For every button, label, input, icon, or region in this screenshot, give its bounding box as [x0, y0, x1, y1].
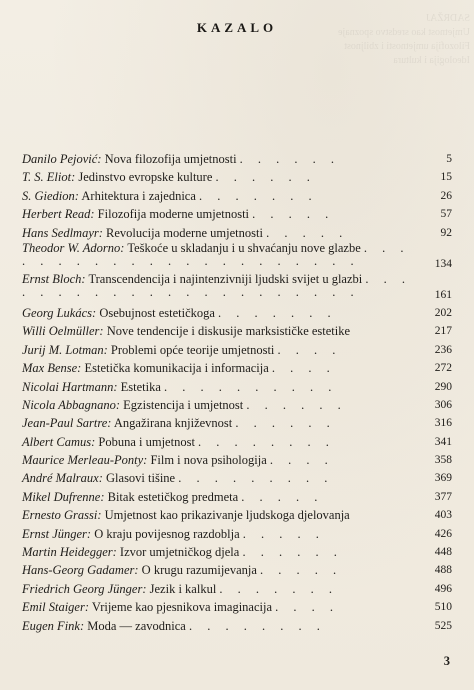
- toc-entry-text: [22, 598, 422, 616]
- toc-entry-text: [22, 150, 422, 168]
- toc-page-number: 341: [434, 435, 452, 448]
- toc-title: Nove tendencije i diskusije marksističke estetike: [106, 324, 351, 339]
- toc-author: Jean-Paul Sartre:: [22, 416, 112, 431]
- toc-entry-text: [22, 561, 422, 579]
- toc-leader: . . . .: [269, 453, 334, 468]
- toc-entry-text: [22, 168, 422, 186]
- toc-page-number: 272: [434, 362, 452, 375]
- toc-leader: . . . . . . . .: [188, 618, 326, 633]
- toc-author: Max Bense:: [22, 361, 82, 376]
- toc-leader: . . . . . .: [239, 152, 341, 166]
- toc-entry: [22, 322, 452, 340]
- toc-author: Ernesto Grassi:: [22, 508, 102, 523]
- toc-author: Friedrich Georg Jünger:: [22, 581, 147, 596]
- toc-leader: . . . . .: [260, 563, 343, 578]
- toc-entry: [22, 304, 452, 322]
- show-through-line: Umjetnost kao sredstvo spoznaje: [338, 27, 470, 38]
- toc-entry-text: [22, 617, 422, 635]
- toc-author: Herbert Read:: [22, 207, 95, 222]
- toc-leader: . . . . . . . .: [198, 434, 335, 449]
- toc-leader: . . . . . .: [235, 416, 336, 431]
- toc-entry: [22, 617, 452, 635]
- toc-entry-text: [22, 359, 422, 377]
- toc-entry-text: [22, 488, 422, 506]
- table-of-contents: [22, 150, 452, 635]
- toc-leader: . . . . .: [266, 225, 349, 240]
- toc-entry: [22, 187, 452, 205]
- toc-leader: . . . . . . . . . . . . . . . . . . . . . .: [22, 271, 411, 300]
- toc-page-number: 236: [434, 343, 452, 356]
- toc-leader: . . . . . . . . .: [178, 471, 334, 486]
- toc-title: O krugu razumijevanja: [141, 563, 257, 578]
- toc-leader: . . . . . .: [246, 397, 347, 412]
- toc-page-number: 290: [434, 380, 452, 393]
- toc-title: Film i nova psihologija: [150, 453, 267, 468]
- toc-entry: [22, 341, 452, 359]
- toc-entry-text: [22, 469, 422, 487]
- toc-entry-text: [22, 304, 422, 322]
- toc-author: Hans Sedlmayr:: [22, 225, 103, 240]
- toc-page-number: 161: [434, 288, 452, 301]
- toc-entry-text: [22, 187, 422, 205]
- toc-entry: [22, 451, 452, 469]
- toc-entry-text: [22, 506, 422, 524]
- toc-page-number: 15: [440, 171, 452, 184]
- toc-entry-text: [22, 242, 422, 269]
- toc-page-number: 369: [434, 472, 452, 485]
- toc-author: S. Giedion:: [22, 188, 79, 203]
- toc-page-number: 488: [434, 564, 452, 577]
- toc-title: Izvor umjetničkog djela: [119, 545, 240, 560]
- toc-entry-text: [22, 205, 422, 223]
- show-through-line: SADRŽAJ: [426, 13, 470, 24]
- toc-page-number: 510: [434, 601, 452, 614]
- toc-page-number: 134: [434, 257, 452, 270]
- toc-page-number: 92: [440, 226, 452, 239]
- toc-author: Martin Heidegger:: [22, 545, 117, 560]
- toc-title: Angažirana književnost: [113, 416, 233, 431]
- toc-author: Eugen Fink:: [22, 618, 85, 633]
- toc-page-number: 306: [434, 398, 452, 411]
- toc-page-number: 26: [440, 189, 452, 202]
- toc-entry: [22, 205, 452, 223]
- toc-leader: . . . . . . .: [218, 305, 337, 320]
- toc-author: Georg Lukács:: [22, 305, 97, 320]
- toc-entry: [22, 414, 452, 432]
- toc-title: Filozofija moderne umjetnosti: [97, 207, 250, 222]
- toc-title: Osebujnost estetičkoga: [99, 305, 215, 320]
- toc-entry-text: [22, 396, 422, 414]
- toc-title: Vrijeme kao pjesnikova imaginacija: [91, 600, 273, 615]
- toc-entry-text: [22, 273, 422, 300]
- toc-entry: [22, 396, 452, 414]
- toc-entry: [22, 168, 452, 186]
- toc-entry-text: [22, 224, 422, 242]
- toc-entry: [22, 359, 452, 377]
- toc-page-number: 377: [434, 490, 452, 503]
- toc-author: Albert Camus:: [22, 434, 96, 449]
- toc-entry-text: [22, 433, 422, 451]
- toc-title: Egzistencija i umjetnost: [123, 397, 244, 412]
- toc-author: Hans-Georg Gadamer:: [22, 563, 139, 578]
- toc-leader: . . . . .: [242, 526, 325, 541]
- toc-leader: . . . . . . . . . .: [164, 379, 338, 394]
- toc-leader: . . . . . . .: [199, 188, 318, 203]
- toc-author: Emil Staiger:: [22, 600, 90, 615]
- toc-title: O kraju povijesnog razdoblja: [94, 526, 240, 541]
- toc-author: Ernst Jünger:: [22, 526, 92, 541]
- toc-page-number: 5: [446, 153, 452, 165]
- toc-page-number: 448: [434, 546, 452, 559]
- toc-leader: . . . .: [275, 600, 340, 615]
- toc-title: Teškoće u skladanju i u shvaćanju nove glazbe: [127, 240, 361, 255]
- toc-title: Jezik i kalkul: [149, 581, 217, 596]
- toc-author: Theodor W. Adorno:: [22, 240, 125, 255]
- toc-author: T. S. Eliot:: [22, 170, 76, 185]
- toc-page-number: 403: [434, 509, 452, 522]
- toc-entry: [22, 598, 452, 616]
- toc-title: Pobuna i umjetnost: [98, 434, 195, 449]
- toc-leader: . . . . . .: [242, 545, 343, 560]
- toc-author: Mikel Dufrenne:: [22, 489, 105, 504]
- show-through-line: Ideologija i kultura: [393, 55, 470, 66]
- toc-entry-text: [22, 451, 422, 469]
- toc-entry: [22, 433, 452, 451]
- toc-leader: . . . . . .: [215, 170, 316, 185]
- toc-entry: [22, 469, 452, 487]
- toc-title: Estetika: [120, 379, 161, 394]
- toc-author: Ernst Bloch:: [22, 271, 86, 286]
- toc-leader: . . . .: [277, 342, 342, 357]
- toc-author: Danilo Pejović:: [22, 152, 102, 166]
- toc-title: Problemi opće teorije umjetnosti: [110, 342, 275, 357]
- toc-title: Transcendencija i najintenzivniji ljudski svijet u glazbi: [88, 271, 363, 286]
- page-title: KAZALO: [196, 20, 278, 35]
- toc-title: Moda — zavodnica: [87, 618, 186, 633]
- toc-author: Willi Oelmüller:: [22, 324, 104, 339]
- toc-title: Nova filozofija umjetnosti: [104, 152, 237, 166]
- toc-entry-text: [22, 322, 422, 340]
- toc-title: Umjetnost kao prikazivanje ljudskoga djelovanja: [104, 508, 350, 523]
- toc-title: Arhitektura i zajednica: [81, 188, 196, 203]
- toc-author: Nicolai Hartmann:: [22, 379, 118, 394]
- toc-entry: [22, 543, 452, 561]
- toc-entry: [22, 580, 452, 598]
- toc-title: Jedinstvo evropske kulture: [78, 170, 213, 185]
- toc-entry-text: [22, 341, 422, 359]
- toc-page-number: 57: [440, 208, 452, 221]
- toc-page-number: 525: [434, 619, 452, 632]
- toc-entry-text: [22, 580, 422, 598]
- toc-page-number: 426: [434, 527, 452, 540]
- toc-entry: [22, 525, 452, 543]
- toc-leader: . . . . .: [241, 489, 324, 504]
- toc-author: André Malraux:: [22, 471, 103, 486]
- toc-page-number: 217: [434, 325, 452, 338]
- toc-author: Maurice Merleau-Ponty:: [22, 453, 148, 468]
- toc-entry-text: [22, 378, 422, 396]
- toc-entry: [22, 224, 452, 242]
- toc-entry: [22, 242, 452, 273]
- toc-entry-text: [22, 414, 422, 432]
- toc-author: Jurij M. Lotman:: [22, 342, 108, 357]
- toc-title: Estetička komunikacija i informacija: [84, 361, 269, 376]
- toc-title: Revolucija moderne umjetnosti: [106, 225, 263, 240]
- toc-leader: . . . . .: [252, 207, 335, 222]
- toc-entry: [22, 150, 452, 168]
- toc-entry: [22, 488, 452, 506]
- toc-entry: [22, 506, 452, 524]
- toc-author: Nicola Abbagnano:: [22, 397, 121, 412]
- toc-page-number: 316: [434, 417, 452, 430]
- toc-entry: [22, 561, 452, 579]
- page-number: 3: [443, 654, 450, 668]
- toc-entry: [22, 378, 452, 396]
- toc-entry-text: [22, 525, 422, 543]
- show-through-line: Filozofija umjetnosti i zbiljnost: [344, 41, 470, 52]
- toc-title: Glasovi tišine: [106, 471, 176, 486]
- toc-leader: . . . .: [271, 361, 336, 376]
- toc-page-number: 496: [434, 582, 452, 595]
- toc-leader: . . . . . . . . . . . . . . . . . . . . . .: [22, 240, 410, 269]
- toc-title: Bitak estetičkog predmeta: [107, 489, 239, 504]
- toc-entry: [22, 273, 452, 304]
- toc-page-number: 202: [434, 306, 452, 319]
- toc-leader: . . . . . . .: [219, 581, 339, 596]
- toc-entry-text: [22, 543, 422, 561]
- toc-page-number: 358: [434, 454, 452, 467]
